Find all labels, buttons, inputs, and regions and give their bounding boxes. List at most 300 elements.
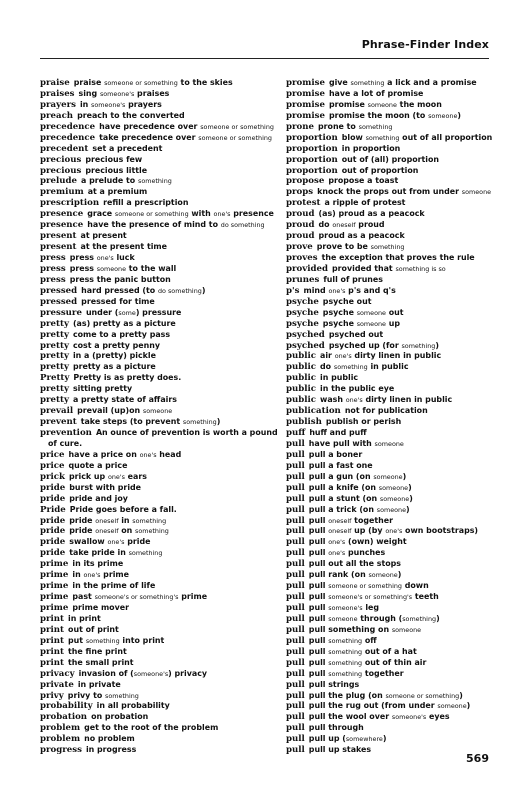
placeholder-term: someone (378, 483, 409, 492)
placeholder-term: someone (461, 188, 492, 197)
index-entry (40, 166, 280, 177)
left-column (40, 78, 280, 756)
headword: pull (286, 471, 305, 482)
index-entry (286, 176, 526, 187)
index-entry (40, 155, 280, 166)
index-entry (286, 330, 526, 341)
phrase-text: pull (308, 603, 329, 612)
page-number: 569 (466, 752, 489, 765)
placeholder-term: oneself (328, 516, 352, 525)
headword: presence (40, 220, 84, 231)
index-entry (286, 734, 526, 745)
index-entry (40, 351, 280, 362)
headword: pull (286, 734, 305, 745)
phrase-text: do (320, 362, 334, 372)
index-entry (286, 450, 526, 461)
phrase-text: proud as a peacock (318, 231, 405, 241)
index-entry (286, 220, 526, 231)
placeholder-term: someone (437, 702, 467, 711)
phrase-text: mind (303, 285, 329, 295)
placeholder-term: someone or something (328, 582, 402, 591)
headword: prescription (40, 198, 100, 209)
index-entry (286, 647, 526, 658)
index-entry (286, 701, 526, 712)
index-entry (286, 559, 526, 570)
phrase-text: put (68, 635, 86, 645)
phrase-text: in the prime of life (72, 581, 156, 591)
phrase-text: have a price on (68, 449, 140, 459)
index-entry (40, 231, 280, 242)
phrase-text: leg (362, 603, 380, 612)
placeholder-term: something (358, 122, 393, 131)
headword: public (286, 395, 317, 406)
phrase-text: pull (308, 657, 329, 667)
phrase-text: to the skies (177, 78, 233, 87)
headword: proves (286, 253, 318, 263)
headword: pull (286, 712, 305, 723)
headword: print (40, 646, 65, 657)
headword: pull (286, 438, 305, 449)
headword: psyche (286, 307, 319, 318)
headword: preach (40, 110, 74, 121)
index-entry (286, 669, 526, 680)
headword: prevent (40, 417, 77, 428)
phrase-text: dirty linen in public (351, 351, 442, 361)
index-entry (40, 483, 280, 494)
headword: p's (286, 285, 300, 296)
phrase-text: pull a fast one (308, 460, 373, 470)
phrase-text: psyched up (for (328, 340, 402, 350)
phrase-text: pull (308, 613, 329, 623)
phrase-text: together (362, 668, 404, 678)
index-entry (40, 176, 280, 187)
headword: privy (40, 690, 64, 701)
placeholder-term: something (128, 549, 163, 558)
placeholder-term: someone (356, 308, 386, 317)
index-entry (286, 581, 526, 592)
phrase-text: press the panic button (69, 274, 171, 284)
placeholder-term: someone (367, 100, 397, 109)
headword: precious (40, 165, 82, 176)
phrase-text: down (401, 581, 429, 591)
index-entry (286, 187, 526, 198)
placeholder-term: oneself (95, 527, 119, 536)
phrase-text: privy to (67, 690, 106, 700)
index-entry (286, 406, 526, 417)
placeholder-term: something (85, 636, 120, 645)
headword: prime (40, 592, 69, 603)
placeholder-term: someone (328, 614, 358, 623)
index-entry (286, 537, 526, 548)
placeholder-term: something (328, 669, 363, 678)
phrase-text: cost a pretty penny (72, 340, 161, 350)
headword: prevention (40, 428, 92, 438)
index-entry (286, 253, 526, 264)
headword: pull (286, 570, 305, 581)
placeholder-term: something (350, 79, 385, 87)
placeholder-term: someone's or something's (94, 593, 179, 602)
header-rule (40, 58, 489, 59)
index-entry (286, 373, 526, 384)
phrase-text: prove to be (316, 242, 371, 252)
index-entry (40, 516, 280, 527)
headword: public (286, 362, 317, 373)
index-entry (286, 439, 526, 450)
index-entry (40, 144, 280, 155)
phrase-text: head (156, 449, 182, 459)
headword: psyched (286, 340, 325, 351)
placeholder-term: one's (345, 396, 363, 405)
phrase-text: pull (308, 581, 329, 591)
headword: prime (40, 603, 69, 613)
headword: pride (40, 493, 66, 504)
headword: Pretty (40, 373, 70, 384)
placeholder-term: one's (213, 210, 231, 219)
phrase-text: ) (408, 482, 412, 492)
index-entry (286, 122, 526, 133)
headword: pretty (40, 329, 69, 340)
phrase-text: blow (341, 132, 366, 142)
headword: pull (286, 723, 305, 734)
headword: print (40, 613, 65, 624)
placeholder-term: oneself (95, 516, 119, 525)
phrase-text: have precedence over (99, 121, 201, 131)
headword: prevail (40, 406, 74, 417)
phrase-text: not for publication (344, 406, 428, 416)
phrase-text: up (by (351, 526, 386, 536)
headword: prunes (286, 274, 320, 285)
phrase-text: ) (436, 613, 440, 623)
phrase-text: pull (308, 635, 329, 645)
headword: promise (286, 110, 325, 121)
phrase-text: ) (406, 504, 410, 514)
placeholder-term: someone (391, 625, 422, 634)
phrase-text: a prelude to (81, 176, 138, 186)
phrase-text: out (385, 307, 404, 317)
index-entry (286, 144, 526, 155)
headword: proportion (286, 132, 338, 143)
placeholder-term: one's (107, 538, 125, 547)
headword: pride (40, 526, 66, 537)
headword: pressed (40, 296, 78, 307)
phrase-text: air (320, 351, 335, 361)
index-entry (40, 330, 280, 341)
index-entry (40, 505, 280, 516)
index-entry (286, 636, 526, 647)
phrase-text: pull a trick (on (308, 504, 377, 514)
index-entry (40, 242, 280, 253)
index-entry (286, 319, 526, 330)
index-entry (40, 286, 280, 297)
index-entry (40, 122, 280, 133)
headword: privacy (40, 668, 75, 679)
headword: pull (286, 449, 305, 460)
headword: public (286, 384, 317, 395)
phrase-text: (own) weight (345, 537, 407, 547)
phrase-text: pride (124, 537, 151, 547)
index-entry (286, 100, 526, 111)
placeholder-term: something (402, 614, 437, 623)
index-entry (40, 592, 280, 603)
headword: pretty (40, 318, 69, 329)
headword: proud (286, 220, 315, 231)
index-entry (286, 691, 526, 702)
phrase-text: pull a boner (308, 449, 363, 459)
phrase-text: sing (78, 88, 100, 98)
headword: print (40, 657, 65, 668)
headword: probability (40, 701, 93, 712)
phrase-text: in proportion (341, 143, 401, 153)
headword: pull (286, 745, 305, 756)
headword: print (40, 624, 65, 635)
phrase-text: out of proportion (341, 165, 419, 175)
phrase-text: at present (80, 231, 127, 241)
phrase-text: in public (320, 373, 359, 383)
phrase-text: press (69, 253, 97, 262)
phrase-text: come to a pretty pass (72, 329, 171, 339)
index-entry (40, 734, 280, 745)
phrase-text: burst with pride (69, 482, 142, 492)
phrase-text: p's and q's (345, 285, 396, 295)
index-entry (286, 745, 526, 756)
index-entry (286, 78, 526, 89)
phrase-text: psyche (322, 318, 357, 328)
index-entry (40, 647, 280, 658)
placeholder-term: something (328, 647, 363, 656)
headword: propose (286, 176, 325, 187)
headword: pull (286, 635, 305, 646)
headword: prove (286, 242, 313, 253)
headword: proportion (286, 143, 338, 154)
phrase-text: prick up (69, 471, 108, 481)
phrase-text: ) (409, 493, 413, 503)
phrase-text: ) (382, 734, 387, 744)
phrase-text: promise the moon (to (328, 110, 429, 120)
phrase-text: in its prime (72, 559, 124, 569)
phrase-text: ) (201, 285, 206, 295)
phrase-text: pull (308, 548, 329, 558)
index-entry (286, 526, 526, 537)
phrase-text: pull (308, 646, 329, 656)
placeholder-term: one's (328, 549, 346, 558)
phrase-text: the exception that proves the rule (321, 253, 475, 262)
index-entry (286, 242, 526, 253)
headword: proportion (286, 154, 338, 165)
placeholder-term: something (333, 363, 368, 372)
phrase-text: ) privacy (168, 668, 208, 678)
phrase-text: psyched out (328, 329, 384, 339)
index-entry (40, 559, 280, 570)
phrase-text: ) (402, 471, 407, 481)
phrase-text: out of thin air (362, 657, 427, 667)
headword: provided (286, 263, 329, 274)
index-entry (40, 712, 280, 723)
index-entry (40, 384, 280, 395)
placeholder-term: something (132, 516, 167, 525)
index-entry (40, 680, 280, 691)
phrase-text: sitting pretty (72, 384, 133, 394)
headword: present (40, 242, 77, 253)
index-entry (40, 253, 280, 264)
phrase-text: An ounce of prevention is worth a pound (95, 428, 278, 437)
index-entry (40, 537, 280, 548)
headword: pull (286, 548, 305, 559)
index-entry (286, 362, 526, 373)
placeholder-term: something (137, 177, 172, 186)
index-entry (40, 428, 278, 450)
phrase-text: dirty linen in public (362, 395, 453, 405)
phrase-text: precious few (85, 154, 143, 164)
phrase-text: in (72, 570, 84, 580)
phrase-text: pull a stunt (on (308, 493, 380, 503)
index-entry (286, 231, 526, 242)
index-entry (286, 658, 526, 669)
placeholder-term: someone or something (385, 691, 460, 700)
index-entry (40, 494, 280, 505)
placeholder-term: one's (83, 571, 101, 580)
placeholder-term: some (118, 308, 136, 317)
index-entry (40, 636, 280, 647)
phrase-text: ) (457, 110, 461, 120)
index-entry (40, 362, 280, 373)
phrase-text: in a (pretty) pickle (72, 351, 156, 361)
index-entry (40, 691, 280, 702)
phrase-text: take steps (to prevent (80, 417, 183, 427)
phrase-text: give (328, 78, 351, 87)
headword: pretty (40, 384, 69, 395)
right-column (286, 78, 526, 756)
index-entry (40, 341, 280, 352)
headword: protest (286, 198, 321, 209)
phrase-text: pull something on (308, 624, 392, 634)
placeholder-term: one's (107, 472, 125, 481)
phrase-text: pull out all the stops (308, 559, 401, 569)
index-entry (40, 78, 280, 89)
index-entry (286, 111, 526, 122)
headword: pull (286, 559, 305, 570)
phrase-text: ) (397, 570, 402, 580)
index-entry (286, 472, 526, 483)
headword: pull (286, 581, 305, 592)
phrase-text: in print (68, 613, 101, 623)
headword: pull (286, 646, 305, 657)
phrase-text: wash (320, 395, 346, 405)
placeholder-term: one's (334, 352, 352, 361)
phrase-text: at the present time (80, 242, 167, 252)
phrase-text: a ripple of protest (324, 198, 406, 208)
phrase-text: up (385, 318, 400, 328)
phrase-text: pull a gun (on (308, 471, 374, 481)
phrase-text: pull (308, 526, 329, 536)
phrase-text: knock the props out from under (317, 187, 462, 197)
placeholder-term: something (328, 636, 363, 645)
phrase-text: pull a knife (on (308, 482, 379, 492)
index-entry (40, 198, 280, 209)
placeholder-term: someone (374, 439, 404, 448)
phrase-text: pull through (308, 723, 364, 733)
phrase-text: out of print (68, 624, 119, 634)
phrase-text: out of (all) proportion (341, 154, 440, 164)
headword: press (40, 274, 66, 285)
headword: proud (286, 209, 315, 220)
index-entry (286, 548, 526, 559)
index-entry (286, 461, 526, 472)
headword: pride (40, 537, 66, 548)
phrase-text: take precedence over (99, 132, 199, 142)
placeholder-term: someone (356, 319, 386, 328)
headword: pride (40, 548, 66, 559)
phrase-text: take pride in (69, 548, 129, 558)
headword: pull (286, 603, 305, 613)
index-entry (40, 89, 280, 100)
index-entry (286, 712, 526, 723)
phrase-text: have pull with (308, 438, 375, 448)
phrase-text: in (118, 515, 133, 525)
phrase-text: invasion of ( (78, 668, 134, 678)
phrase-text: Pride goes before a fall. (69, 504, 177, 514)
phrase-text: promise (328, 99, 368, 109)
headword: pressed (40, 285, 78, 296)
headword: precedence (40, 132, 96, 143)
index-entry (286, 286, 526, 297)
headword: present (40, 231, 77, 242)
phrase-text: own bootstraps) (402, 526, 479, 536)
phrase-text: pull the wool over (308, 712, 392, 722)
placeholder-term: something (401, 341, 436, 350)
headword: prime (40, 570, 69, 581)
index-entry (286, 166, 526, 177)
index-entry (286, 308, 526, 319)
phrase-text: have the presence of mind to (87, 220, 221, 230)
phrase-text: on (118, 526, 136, 536)
placeholder-term: one's (139, 450, 157, 459)
index-title: Phrase-Finder Index (361, 38, 489, 51)
index-entry (286, 723, 526, 734)
headword: pull (286, 592, 305, 603)
phrase-text: ) (459, 690, 463, 700)
placeholder-term: something (365, 133, 400, 142)
placeholder-term: someone's (328, 604, 363, 612)
index-entry (40, 745, 280, 756)
phrase-text: pull (308, 537, 329, 547)
index-entry (40, 373, 280, 384)
headword: press (40, 263, 66, 274)
phrase-text: publish or perish (325, 417, 402, 427)
headword: prone (286, 121, 314, 132)
headword: props (286, 187, 314, 198)
phrase-text: of cure. (48, 438, 83, 448)
phrase-text: out of all proportion (399, 132, 493, 142)
placeholder-term: do something (220, 221, 265, 230)
headword: pressure (40, 307, 82, 318)
phrase-text: prime (178, 592, 208, 602)
phrase-text: a lick and a promise (384, 78, 477, 87)
phrase-text: praises (134, 88, 170, 98)
index-entry (286, 428, 526, 439)
phrase-text: prayers (125, 99, 162, 109)
phrase-text: prevail (up)on (77, 406, 143, 416)
index-entry (286, 614, 526, 625)
headword: promise (286, 99, 325, 110)
placeholder-term: someone or something (200, 122, 274, 131)
phrase-text: in public (367, 362, 409, 372)
phrase-text: pull (308, 668, 329, 678)
phrase-text: pull the plug (on (308, 690, 386, 700)
phrase-text: off (362, 635, 377, 645)
headword: psyche (286, 318, 319, 329)
headword: promise (286, 78, 325, 88)
phrase-text: pull (308, 592, 329, 602)
